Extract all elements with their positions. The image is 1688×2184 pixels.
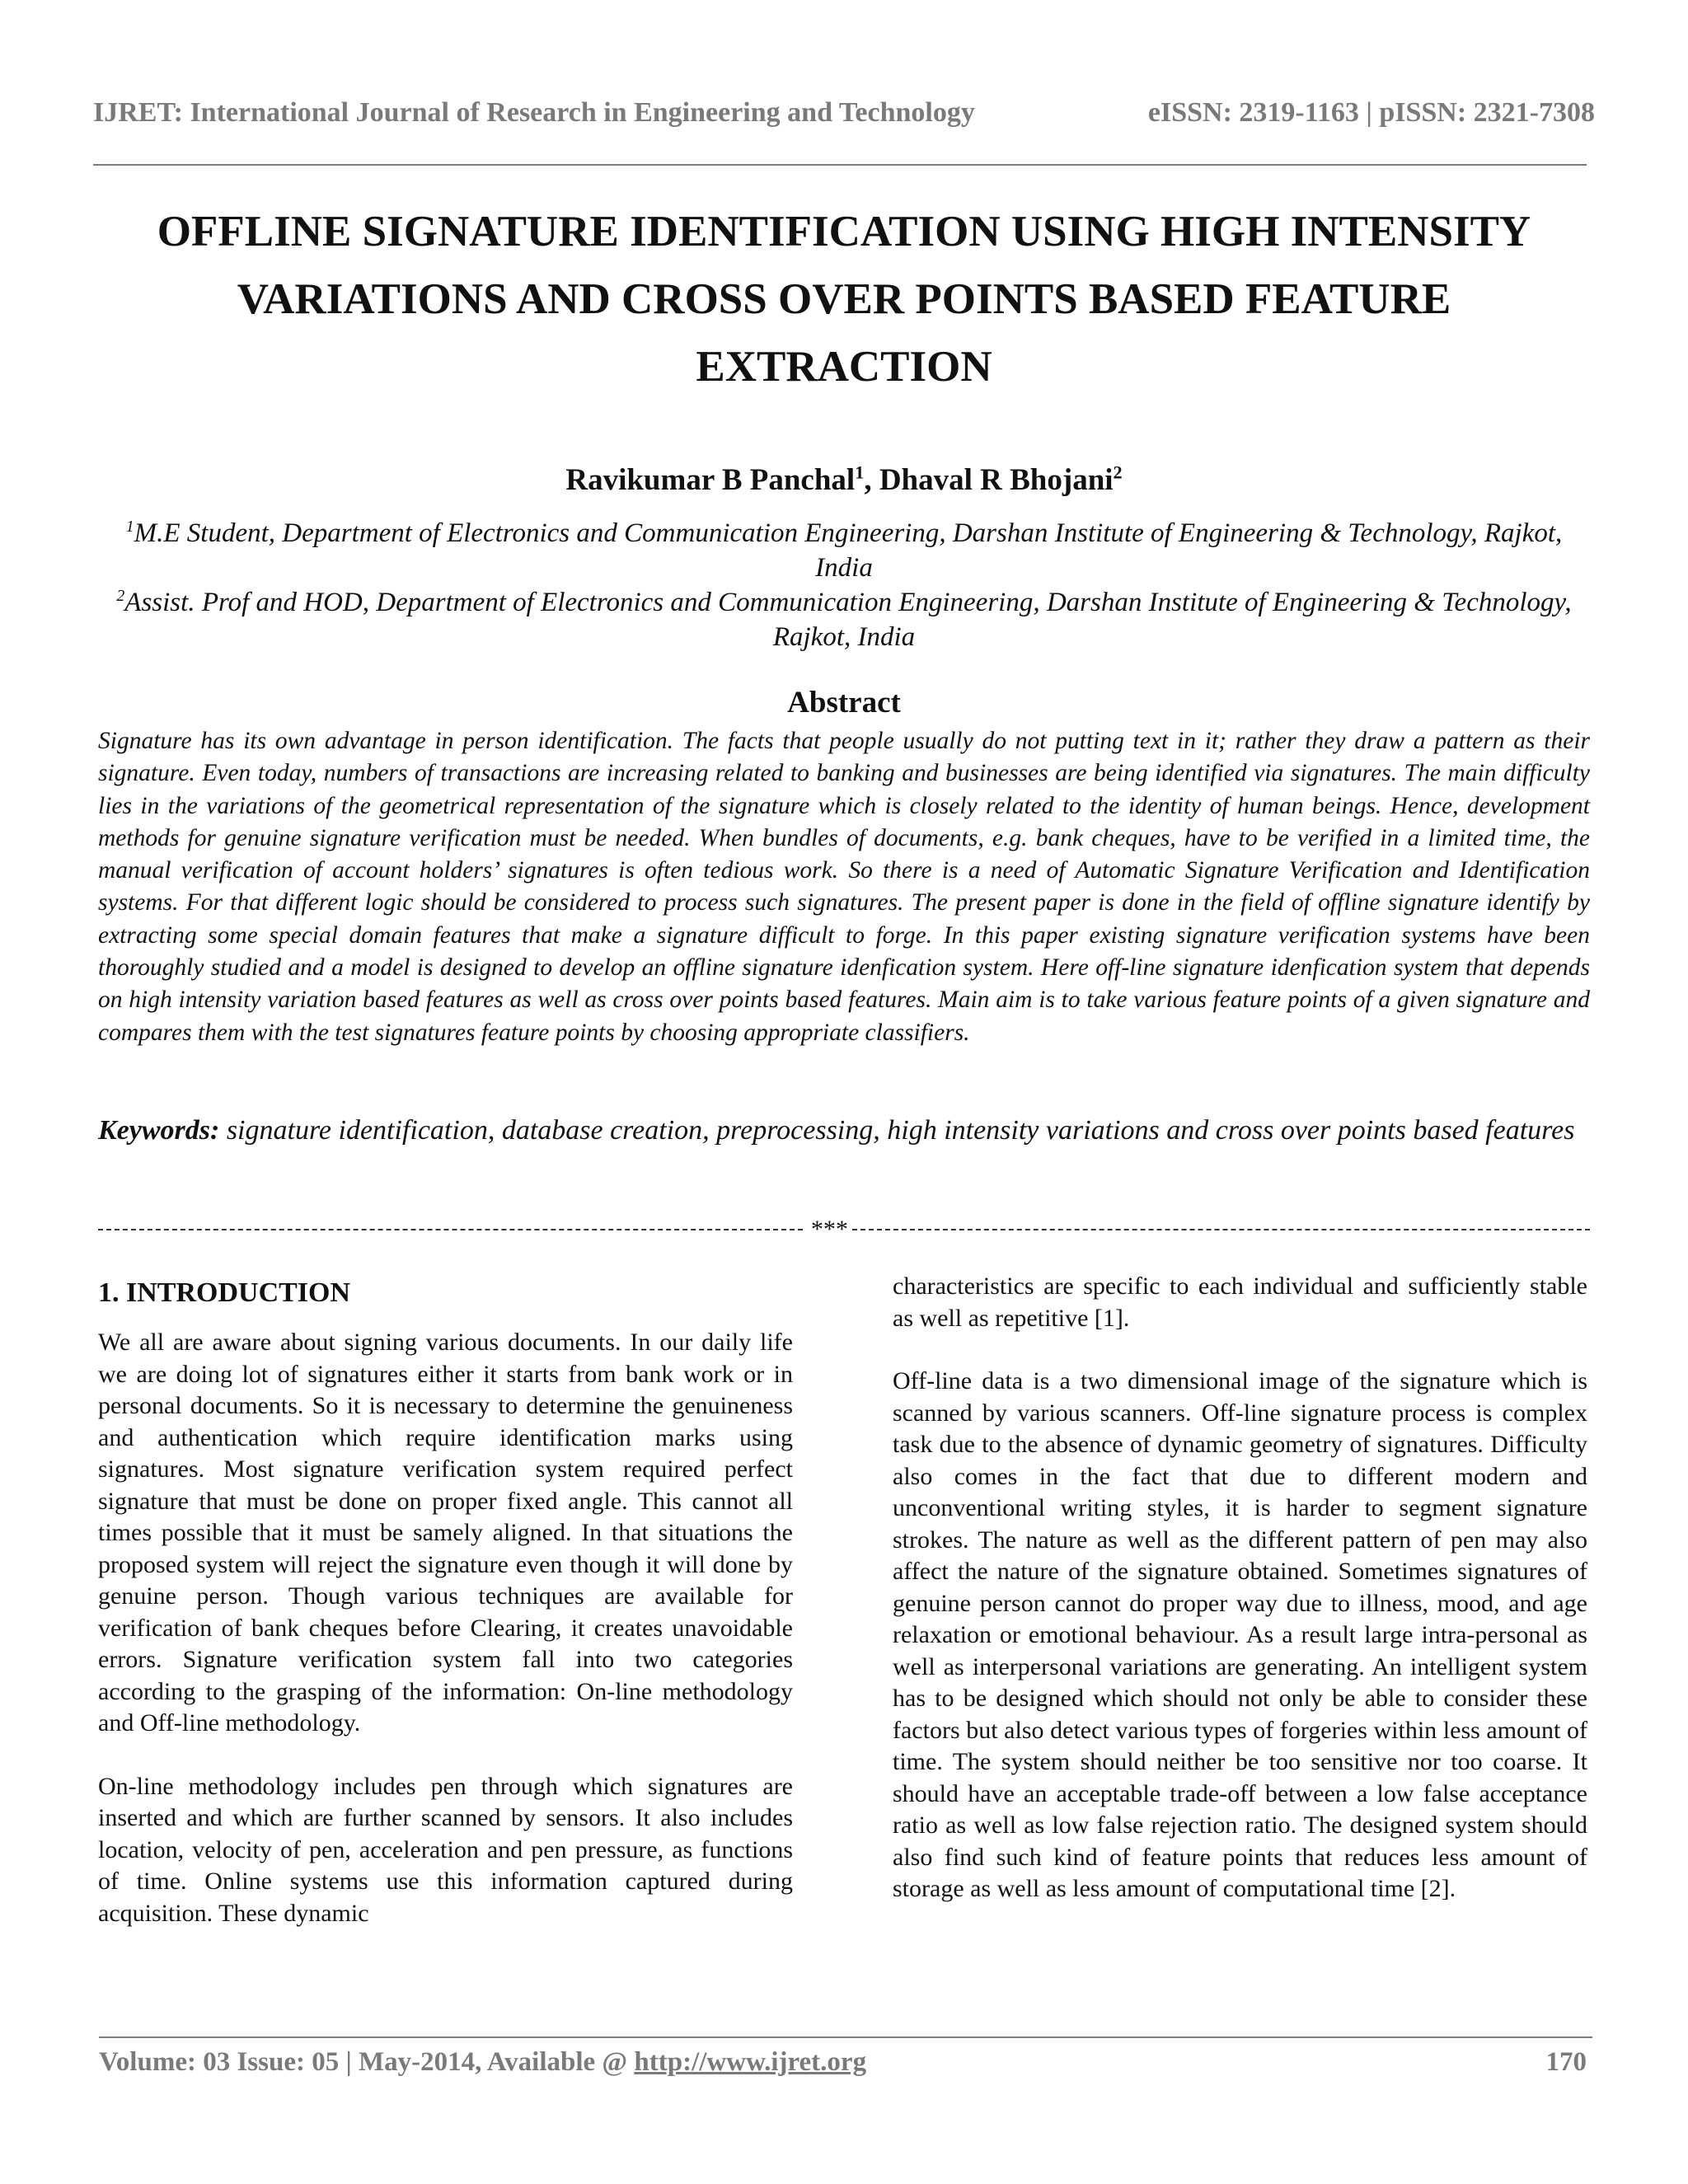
footer-rule <box>99 2036 1592 2038</box>
author-superscript: 1 <box>855 462 865 483</box>
affiliation-2 <box>107 585 1581 654</box>
affiliations <box>107 516 1581 654</box>
keywords-label: Keywords: <box>98 1115 220 1146</box>
running-footer <box>99 2047 1587 2085</box>
volume-info <box>99 2047 866 2078</box>
issn-numbers: eISSN: 2319-1163 | pISSN: 2321-7308 <box>1147 97 1595 128</box>
affiliation-text: Assist. Prof and HOD, Department of Electronics and Communication Engineering, Darshan Institute of Engineering & Technology, Rajkot, India <box>124 588 1572 652</box>
journal-name: IJRET: International Journal of Research in Engineering and Technology <box>93 97 975 128</box>
right-column <box>893 1271 1587 1937</box>
author-name: Ravikumar B Panchal <box>565 463 856 497</box>
section-heading: 1. INTRODUCTION <box>98 1277 351 1308</box>
left-column <box>98 1276 793 1961</box>
body-paragraph: characteristics are specific to each individual and sufficiently stable as well as repetitive [1]. <box>893 1272 1587 1332</box>
journal-link[interactable]: http://www.ijret.org <box>634 2047 867 2077</box>
page-number: 170 <box>1545 2047 1587 2077</box>
author-line <box>115 460 1573 501</box>
volume-text: Volume: 03 Issue: 05 | May-2014, Available @ <box>99 2047 635 2077</box>
keywords <box>98 1104 1590 1157</box>
author-separator: , <box>864 463 879 497</box>
body-paragraph: On-line methodology includes pen through which signatures are inserted and which are further scanned by sensors. It also includes location, velocity of pen, acceleration and pen pressure, as functions of time. Online systems use this information captured during acquisition. These dynamic <box>98 1772 793 1927</box>
body-paragraph: Off-line data is a two dimensional image of the signature which is scanned by various scanners. Off-line signature process is complex task due to the absence of dynamic geometry of signatures. Difficulty also comes in the fact that due to different modern and unconventional writing styles, it is harder to segment signature strokes. The nature as well as the different pattern of pen may also affect the nature of the signature obtained. Sometimes signatures of genuine person cannot do proper way due to illness, mood, and age relaxation or emotional behaviour. As a result large intra-personal as well as interpersonal variations are generating. An intelligent system has to be designed which should not only be able to consider these factors but also detect various types of forgeries within less amount of time. The system should neither be too sensitive nor too coarse. It should have an acceptable trade-off between a low false acceptance ratio as well as low false rejection ratio. The designed system should also find such kind of feature points that reduces less amount of storage as well as less amount of computational time [2]. <box>893 1367 1587 1902</box>
affiliation-1 <box>107 516 1581 585</box>
keywords-text: signature identification, database creation, preprocessing, high intensity variations and cross over points based features <box>219 1115 1575 1146</box>
paper-title: OFFLINE SIGNATURE IDENTIFICATION USING HIGH INTENSITY VARIATIONS AND CROSS OVER POINTS BASED FEATURE EXTRACTION <box>157 208 1531 391</box>
body-paragraph: We all are aware about signing various documents. In our daily life we are doing lot of signatures either it starts from bank work or in personal documents. So it is necessary to determine the genuineness and authentication which require identification marks using signatures. Most signature verification system required perfect signature that must be done on proper fixed angle. This cannot all times possible that it must be samely aligned. In that situations the proposed system will reject the signature even though it will done by genuine person. Though various techniques are available for verification of bank cheques before Clearing, it creates unavoidable errors. Signature verification system fall into two categories according to the grasping of the information: On-line methodology and Off-line methodology. <box>98 1329 793 1736</box>
header-rule <box>93 164 1587 166</box>
author-superscript: 2 <box>1113 462 1123 483</box>
section-separator <box>98 1212 1590 1248</box>
abstract-body: Signature has its own advantage in person identification. The facts that people usually do not putting text in it; rather they draw a pattern as their signature. Even today, numbers of transactions are increasing related to banking and businesses are being identified via signatures. The main difficulty lies in the variations of the geometrical representation of the signature which is closely related to the identity of human beings. Hence, development methods for genuine signature verification must be needed. When bundles of documents, e.g. bank cheques, have to be verified in a limited time, the manual verification of account holders’ signatures is often tedious work. So there is a need of Automatic Signature Verification and Identification systems. For that different logic should be considered to process such signatures. The present paper is done in the field of offline signature identify by extracting some special domain features that make a signature difficult to forge. In this paper existing signature verification systems have been thoroughly studied and a model is designed to develop an offline signature idenfication system. Here off-line signature idenfication system that depends on high intensity variation based features as well as cross over points based features. Main aim is to take various feature points of a given signature and compares them with the test signatures feature points by choosing appropriate classifiers. <box>98 728 1590 1046</box>
separator-dash-right <box>852 1229 1590 1230</box>
running-header <box>93 97 1595 135</box>
affiliation-superscript: 2 <box>116 587 125 605</box>
abstract-heading: Abstract <box>787 686 901 719</box>
affiliation-text: M.E Student, Department of Electronics and Communication Engineering, Darshan Institute of Engineering & Technology, Rajkot, India <box>134 518 1563 583</box>
affiliation-superscript: 1 <box>125 518 134 536</box>
separator-stars: *** <box>809 1216 847 1243</box>
author-name: Dhaval R Bhojani <box>879 463 1114 497</box>
separator-dash-left <box>98 1229 803 1230</box>
